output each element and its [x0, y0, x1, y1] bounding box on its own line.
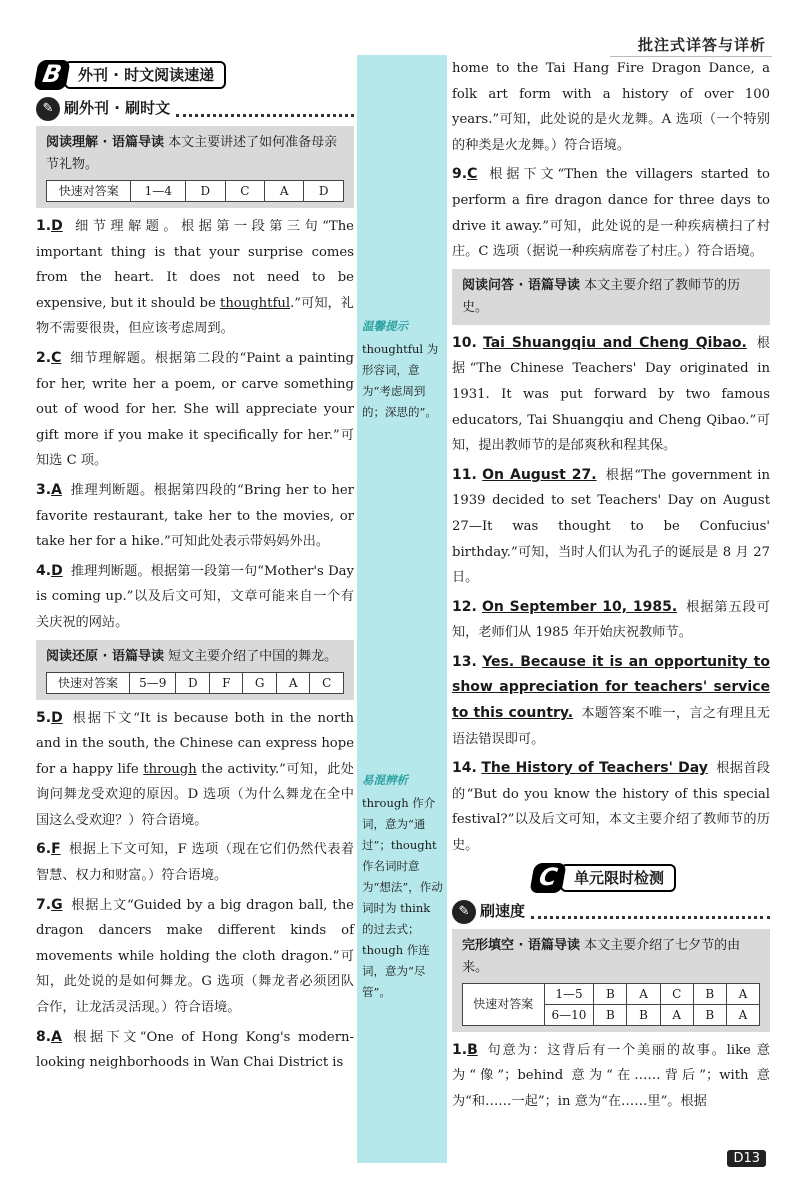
section-b-subtitle: 刷外刊 · 刷时文	[64, 99, 171, 118]
guide-reading-restore	[36, 640, 354, 700]
item-text: 根据上文“Guided by a big dragon ball, the dragon dancers make different kinds of movements while holding the cloth dragon.”可知，此处说的是如何舞龙。G 选项（舞龙者必须团队合作，让龙活灵活现。）符合语境。	[36, 897, 354, 1016]
item-underlined: through	[143, 761, 197, 777]
book-icon: ✎	[452, 900, 476, 924]
guide-label: 阅读理解 · 语篇导读	[46, 135, 164, 150]
answer-cell: A	[726, 1004, 759, 1025]
margin-note-confusable	[362, 770, 444, 1003]
item-number: 1.	[36, 218, 52, 234]
item-number: 10.	[452, 334, 477, 351]
item-number: 8.	[36, 1028, 52, 1045]
answer-cell: A	[660, 1004, 693, 1025]
item-answer: F	[51, 841, 61, 858]
answer-item	[452, 463, 770, 591]
answer-item-continued	[452, 56, 770, 158]
item-underlined: thoughtful	[220, 295, 291, 311]
item-text: home to the Tai Hang Fire Dragon Dance, a folk art form with a history of over 100 years.”可知，此处说的是火龙舞。A 选项（一个特别的种类是火龙舞。）符合语境。	[452, 61, 770, 153]
item-text: 细节理解题。根据第一段第三句“The important thing is that your surprise comes from the heart. It does not need to be expensive, but it should be	[36, 219, 354, 311]
guide-reading-comprehension	[36, 126, 354, 208]
answer-item	[36, 478, 354, 555]
answer-item	[36, 1025, 354, 1076]
item-text: 根据“The Chinese Teachers' Day originated in 1931. It was put forward by two famous educators, Tai Shuangqiu and Cheng Qibao.”可知，提出教师节的是邰爽秋和程其保。	[452, 335, 770, 454]
answer-range: 5—9	[129, 672, 176, 693]
answer-table-label: 快速对答案	[47, 672, 130, 693]
item-text: the activity.”可知，此处询问舞龙受欢迎的原因。D 选项（为什么舞龙在全中国这么受欢迎？）符合语境。	[36, 761, 354, 828]
item-number: 2.	[36, 349, 52, 366]
guide-label: 阅读问答 · 语篇导读	[462, 277, 580, 293]
note-text: through 作介词，意为“通过”；thought 作名词时意为“想法”，作动词时为 think 的过去式；though 作连词，意为“尽管”。	[362, 796, 443, 999]
item-answer: G	[51, 896, 63, 913]
page-number: D13	[727, 1150, 766, 1167]
answer-cell: A	[276, 672, 309, 693]
item-number: 9.	[452, 166, 468, 183]
answer-item	[452, 331, 770, 459]
answer-cell: G	[243, 672, 277, 693]
header-title: 批注式详答与详析	[637, 36, 766, 54]
item-text: 细节理解题。根据第二段的“Paint a painting for her, write her a poem, or carve something out of wood for her. She will appreciate your gift more if you make it specifically for her.”可知选 C 项。	[36, 350, 354, 469]
item-number: 12.	[452, 598, 477, 615]
item-answer: C	[51, 349, 62, 366]
section-b-subbanner	[36, 96, 354, 122]
item-answer: D	[51, 709, 63, 726]
item-answer: Tai Shuangqiu and Cheng Qibao.	[482, 334, 747, 351]
section-c-letter: C	[529, 863, 566, 893]
item-number: 3.	[36, 481, 52, 498]
item-answer: B	[467, 1041, 478, 1058]
section-b-title: 外刊 · 时文阅读速递	[64, 61, 226, 89]
dotted-divider	[531, 904, 770, 919]
item-number: 13.	[452, 653, 477, 670]
item-text: 根据第五段可知，老师们从 1985 年开始庆祝教师节。	[452, 599, 770, 641]
section-b-letter: B	[33, 60, 70, 90]
answer-cell: D	[176, 672, 210, 693]
item-text: 根据首段的“But do you know the history of this special festival?”以及后文可知，本文主要介绍了教师节的历史。	[452, 761, 770, 854]
answer-cell: B	[594, 983, 627, 1004]
guide-text: 本文主要介绍了教师节的历史。	[462, 277, 741, 315]
guide-cloze	[452, 929, 770, 1032]
answer-table	[462, 983, 760, 1026]
item-answer: The History of Teachers' Day	[481, 760, 708, 777]
item-answer: C	[467, 166, 478, 183]
book-icon: ✎	[36, 97, 60, 121]
answer-cell: C	[660, 983, 693, 1004]
item-number: 14.	[452, 760, 477, 777]
item-answer: A	[51, 1028, 62, 1045]
note-text: thoughtful 为形容词，意为“考虑周到的；深思的”。	[362, 342, 439, 419]
answer-item	[452, 1038, 770, 1115]
answer-item	[36, 214, 354, 342]
answer-range: 1—4	[131, 181, 186, 202]
answer-item	[36, 706, 354, 834]
answer-table-label: 快速对答案	[463, 983, 545, 1025]
answer-cell: D	[186, 181, 226, 202]
item-answer: On August 27.	[482, 466, 597, 483]
answer-cell: B	[693, 983, 726, 1004]
answer-item	[36, 346, 354, 474]
item-answer: D	[51, 218, 63, 234]
item-text: 推理判断题。根据第一段第一句“Mother's Day is coming up.”以及后文可知，文章可能来自一个有关庆祝的网站。	[36, 563, 354, 630]
answer-range: 1—5	[544, 983, 594, 1004]
item-number: 11.	[452, 466, 477, 483]
item-number: 1.	[452, 1041, 468, 1058]
answer-cell: B	[693, 1004, 726, 1025]
answer-cell: D	[304, 181, 344, 202]
section-c-subbanner	[452, 899, 770, 925]
item-answer: On September 10, 1985.	[481, 598, 678, 615]
item-text: 根据“The government in 1939 decided to set Teachers' Day on August 27—It was thought to be Confucius' birthday.”可知，当时人们认为孔子的诞辰是 8 月 27 日。	[452, 467, 771, 586]
item-text: 根据下文“One of Hong Kong's modern-looking neighborhoods in Wan Chai District is	[36, 1029, 354, 1071]
note-title: 易混辨析	[362, 773, 408, 787]
item-number: 7.	[36, 896, 52, 913]
answer-table	[46, 180, 344, 202]
answer-item	[36, 559, 354, 636]
right-column	[452, 56, 770, 1118]
answer-item	[36, 893, 354, 1021]
section-c-title: 单元限时检测	[560, 864, 676, 892]
item-number: 4.	[36, 562, 52, 579]
item-text: 根据下文“It is because both in the north and in the south, the Chinese can express hope for a happy life	[36, 710, 354, 777]
answer-cell: C	[225, 181, 264, 202]
section-b-banner	[36, 60, 354, 90]
item-answer: Yes. Because it is an opportunity to show appreciation for teachers' service to this country.	[452, 653, 770, 722]
guide-reading-qa	[452, 269, 770, 325]
dotted-divider	[176, 102, 354, 117]
answer-range: 6—10	[544, 1004, 594, 1025]
answer-table-label: 快速对答案	[47, 181, 131, 202]
note-title: 温馨提示	[362, 319, 408, 333]
answer-cell: A	[627, 983, 660, 1004]
item-text: 句意为：这背后有一个美丽的故事。like 意为“像”；behind 意为“在……背后”；with 意为“和……一起”；in 意为“在……里”。根据	[452, 1042, 770, 1109]
answer-item	[452, 756, 770, 858]
guide-label: 阅读还原 · 语篇导读	[46, 648, 164, 664]
answer-item	[36, 837, 354, 888]
answer-item	[452, 650, 770, 752]
margin-note-tip	[362, 316, 444, 423]
answer-cell: A	[265, 181, 304, 202]
item-answer: A	[51, 481, 62, 498]
item-text: 本题答案不唯一，言之有理且无语法错误即可。	[452, 706, 770, 747]
answer-cell: A	[726, 983, 759, 1004]
answer-item	[452, 162, 770, 264]
section-c-subtitle: 刷速度	[480, 901, 526, 920]
answer-cell: B	[627, 1004, 660, 1025]
answer-cell: F	[210, 672, 243, 693]
answer-table	[46, 672, 344, 694]
item-text: 根据下文“Then the villagers started to perform a fire dragon dance for three days to drive it away.”可知，此处说的是一种疾病横扫了村庄。C 选项（据说一种疾病席卷了村庄。）符合语境。	[452, 167, 770, 260]
guide-label: 完形填空 · 语篇导读	[462, 937, 580, 953]
item-text: .”可知，礼物不需要很贵，但应该考虑周到。	[36, 295, 354, 337]
guide-text: 短文主要介绍了中国的舞龙。	[168, 648, 338, 664]
guide-text: 本文主要介绍了七夕节的由来。	[462, 937, 741, 975]
answer-cell: B	[594, 1004, 627, 1025]
answer-cell: C	[310, 672, 344, 693]
item-number: 5.	[36, 709, 52, 726]
guide-text: 本文主要讲述了如何准备母亲节礼物。	[46, 135, 338, 172]
item-number: 6.	[36, 841, 52, 858]
item-text: 根据上下文可知，F 选项（现在它们仍然代表着智慧、权力和财富。）符合语境。	[36, 842, 354, 884]
item-answer: D	[51, 562, 63, 579]
answer-item	[452, 595, 770, 646]
section-c-banner	[532, 863, 770, 893]
left-column	[36, 60, 354, 1080]
item-text: 推理判断题。根据第四段的“Bring her to her favorite restaurant, take her to the movies, or take her for a hike.”可知此处表示带妈妈外出。	[36, 482, 354, 550]
